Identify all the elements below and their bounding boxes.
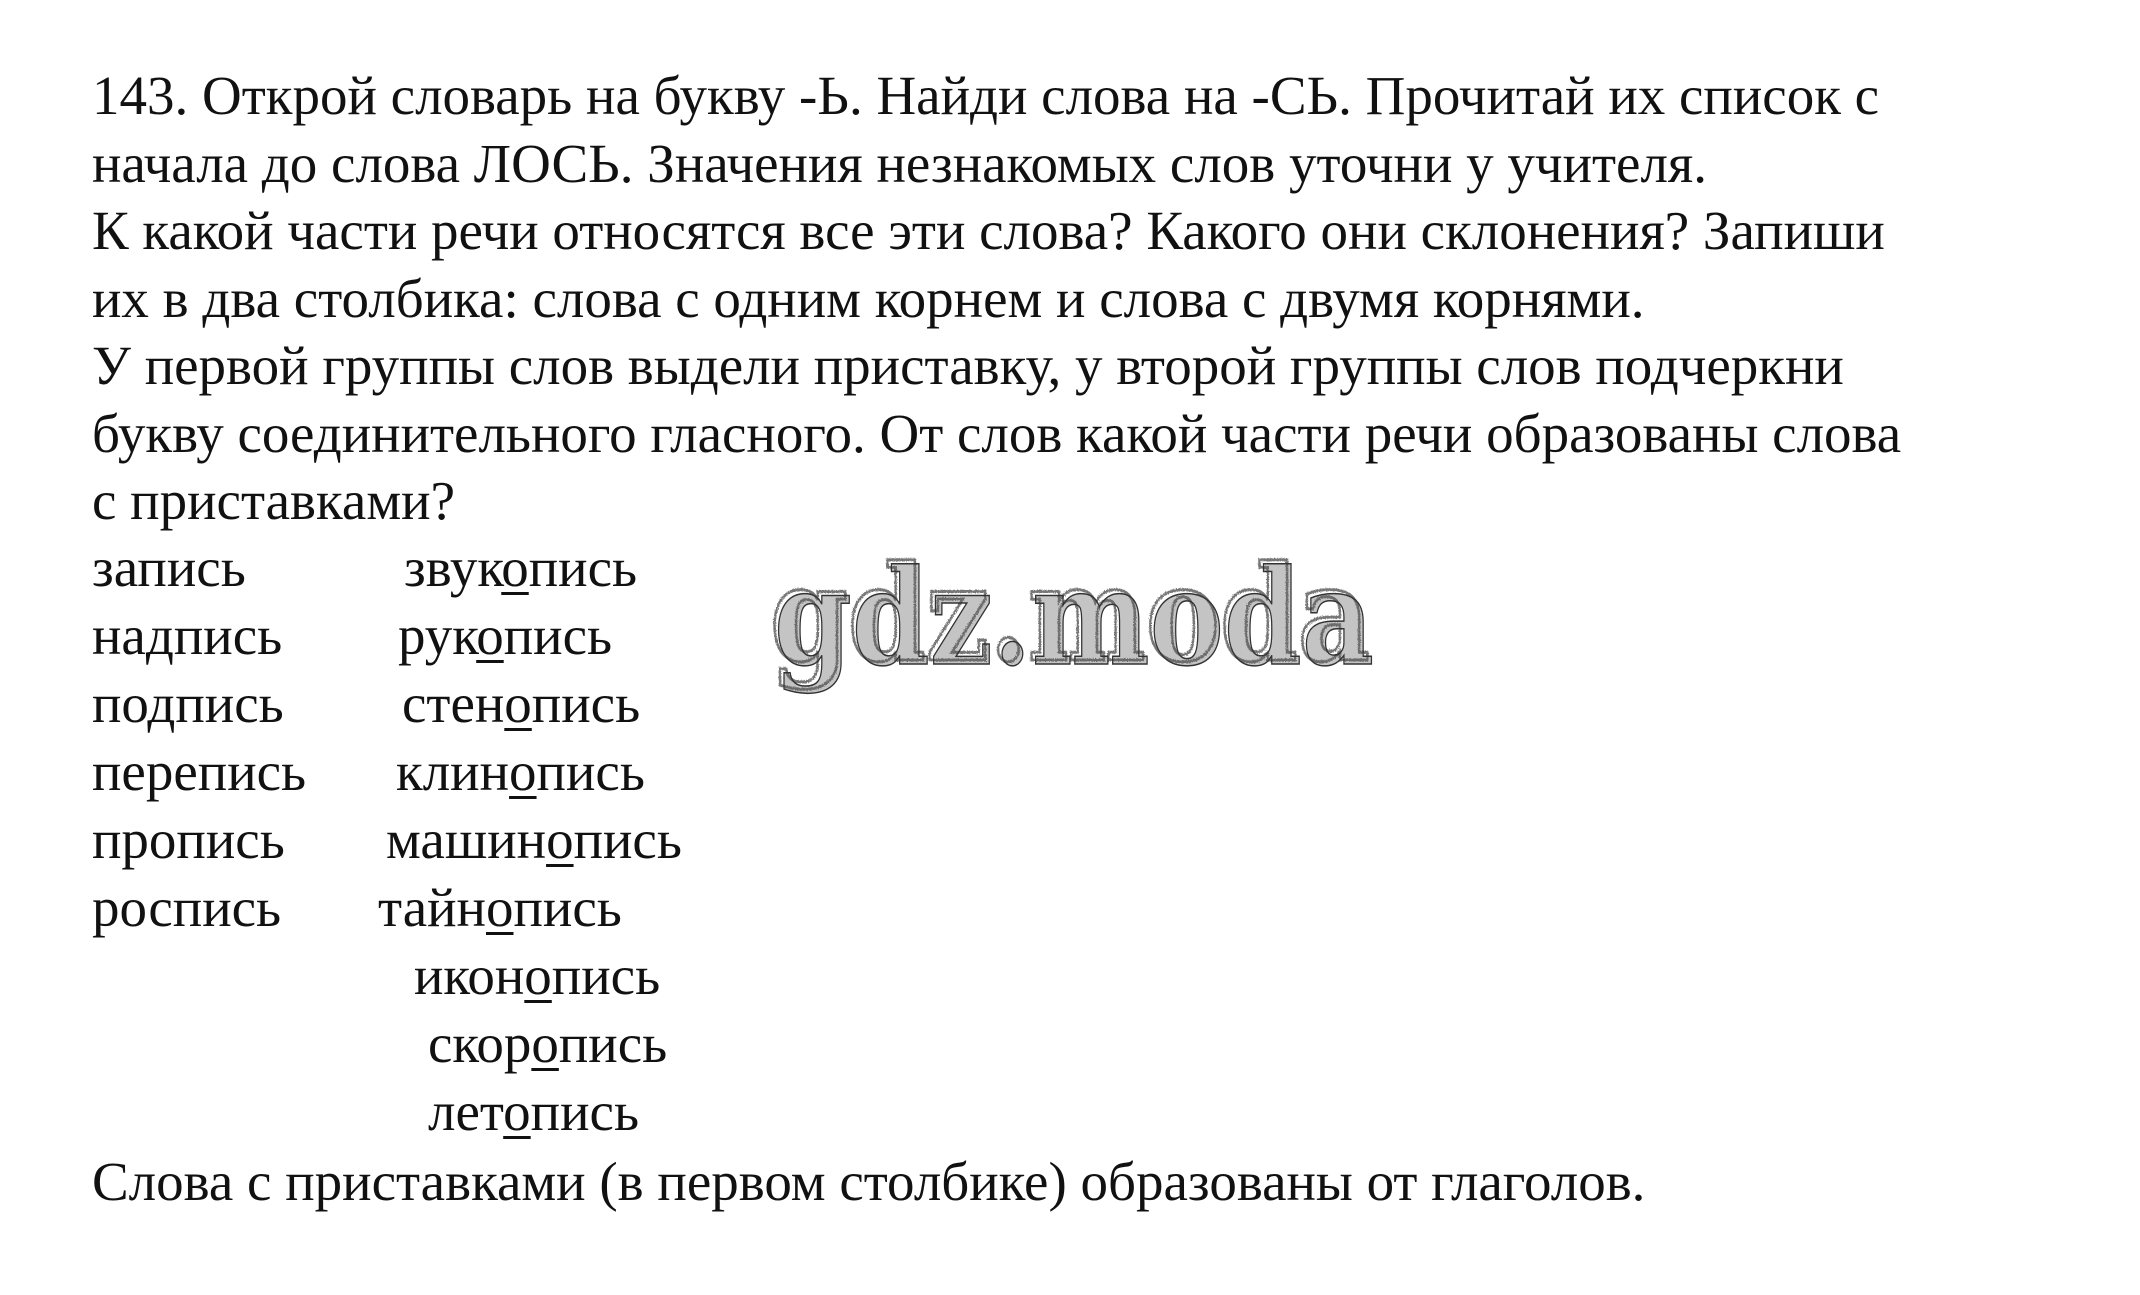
word-part: пись [503, 605, 613, 666]
conclusion-text: Слова с приставками (в первом столбике) образованы от глаголов. [92, 1151, 1646, 1212]
word-part: стен [402, 673, 505, 734]
word-two-roots [428, 1078, 639, 1146]
task-line: 143. Открой словарь на букву -Ь. Найди слова на -СЬ. Прочитай их список с [92, 65, 1880, 126]
word-part: скор [428, 1013, 532, 1074]
task-line: букву соединительного гласного. От слов какой части речи образованы слова [92, 402, 1902, 464]
connecting-vowel: о [504, 673, 532, 734]
word-part: машин [386, 809, 547, 870]
word-two-roots [378, 874, 622, 942]
word-one-root: подпись [92, 673, 284, 734]
word-one-root: запись [92, 537, 246, 598]
word-two-roots [402, 670, 640, 738]
word-part: лет [428, 1081, 504, 1142]
word-part: рук [398, 605, 477, 666]
word-two-roots [386, 806, 682, 874]
word-part: пись [558, 1013, 668, 1074]
word-two-roots [396, 738, 645, 806]
connecting-vowel: о [486, 877, 514, 938]
word-part: пись [530, 1081, 640, 1142]
word-part: звук [404, 537, 502, 598]
watermark-text-shadow: gdz.moda [774, 541, 1374, 696]
task-line: К какой части речи относятся все эти слова? Какого они склонения? Запиши [92, 200, 1885, 261]
connecting-vowel: о [476, 605, 504, 666]
word-one-root: пропись [92, 809, 285, 870]
word-one-root: роспись [92, 877, 282, 938]
task-line: начала до слова ЛОСЬ. Значения незнакомых слов уточни у учителя. [92, 132, 1707, 194]
word-part: пись [573, 809, 682, 870]
word-two-roots [428, 1010, 667, 1078]
word-two-roots [414, 942, 660, 1010]
connecting-vowel: о [531, 1013, 559, 1074]
word-part: пись [536, 741, 645, 802]
task-text [92, 62, 2102, 535]
word-part: тайн [378, 877, 486, 938]
watermark-text: gdz.moda [770, 540, 1370, 692]
word-one-root: перепись [92, 741, 307, 802]
task-line: их в два столбика: слова с одним корнем и слова с двумя корнями. [92, 267, 1645, 329]
connecting-vowel: о [509, 741, 537, 802]
word-part: пись [513, 877, 622, 938]
word-part: пись [551, 945, 661, 1006]
word-one-root: надпись [92, 605, 283, 666]
watermark-logo [762, 540, 1377, 720]
task-line: У первой группы слов выдели приставку, у второй группы слов подчеркни [92, 335, 1844, 396]
connecting-vowel: о [503, 1081, 531, 1142]
word-part: пись [528, 537, 638, 598]
word-part: пись [531, 673, 641, 734]
connecting-vowel: о [501, 537, 529, 598]
connecting-vowel: о [524, 945, 552, 1006]
word-two-roots [398, 602, 612, 670]
word-part: икон [414, 945, 525, 1006]
connecting-vowel: о [546, 809, 574, 870]
word-two-roots [404, 534, 637, 602]
task-line: с приставками? [92, 470, 455, 531]
word-part: клин [396, 741, 510, 802]
